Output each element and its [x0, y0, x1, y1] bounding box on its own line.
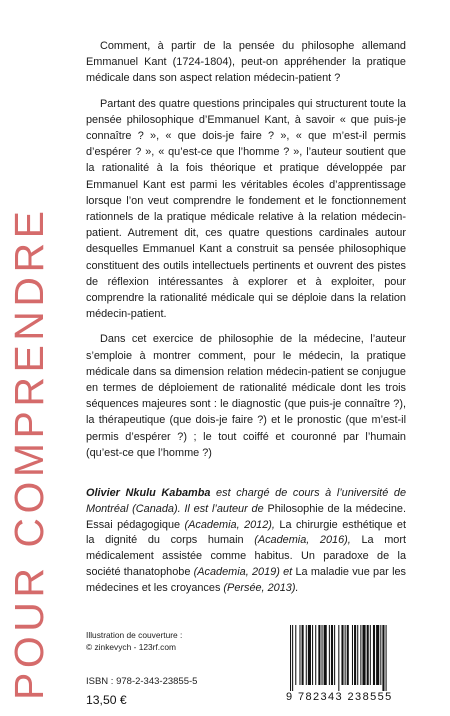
author-bio — [86, 486, 406, 597]
barcode-bar — [318, 625, 320, 685]
book-title: La maladie vue par les médecines et les croyances — [86, 565, 406, 594]
barcode-bar — [331, 625, 333, 685]
barcode-bar — [292, 625, 293, 691]
credit-line: © zinkevych - 123rf.com — [86, 642, 176, 652]
barcode-digits: 9 782343 238555 — [286, 691, 393, 703]
book-title: La mort médicalement assistée comme habitus. Un paradoxe de la société thanatophobe — [86, 534, 406, 578]
barcode-bar — [357, 625, 358, 685]
bio-publisher: (Academia, 2016), — [254, 534, 351, 547]
summary-text — [86, 38, 406, 470]
barcode-bar — [324, 625, 327, 685]
book-title: La chirurgie esthétique et la dignité du corps humain — [86, 518, 406, 547]
bio-text: est chargé de cours à l’université de Montréal (Canada). Il est l’auteur de — [86, 487, 407, 515]
spine-title: POUR COMPRENDRE — [6, 206, 52, 700]
summary-paragraph: Partant des quatre questions principales qui structurent toute la pensée philosophique d’Emmanuel Kant, à savoir « que puis-je connaître ? », « que dois-je faire ? », « que m’est-il permis d’espérer ? », « qu’est-ce que l’homme ? », l’auteur soutient que la rationalité à la fois théorique et pratique développée par Emmanuel Kant est parmi les véritables écoles d’apprentissage lorsque l’on veut comprendre le fondement et le fonctionnement rationnels de la pratique médicale relative à la relation médecin-patient. Autrement dit, ces quatre questions cardinales autour desquelles Emmanuel Kant a construit sa pensée philosophique constituent des outils intellectuels pertinents et ouvrent des pistes de réflexion intéressantes à explorer et à exploiter, pour comprendre la rationalité médicale qui se déploie dans la relation médecin-patient. — [86, 97, 406, 321]
barcode-bar — [338, 625, 339, 691]
barcode-bar — [295, 625, 296, 685]
bio-publisher: (Academia, 2012), — [180, 518, 275, 531]
barcode-bar — [370, 625, 371, 685]
barcode-bar — [345, 625, 346, 685]
book-title: Philosophie de la médecine. Essai pédagogique — [86, 502, 406, 531]
barcode-bar — [290, 625, 291, 691]
barcode-bar — [334, 625, 335, 685]
barcode-bar — [322, 625, 323, 685]
credit-line: Illustration de couverture : — [86, 630, 183, 640]
barcode-bar — [347, 625, 349, 685]
barcode-bar — [308, 625, 311, 685]
summary-paragraph: Comment, à partir de la pensée du philosophe allemand Emmanuel Kant (1724-1804), peut-on appréhender la pratique médicale dans son aspect relation médecin-patient ? — [86, 40, 406, 85]
price: 13,50 € — [86, 693, 127, 707]
barcode-bar — [341, 625, 343, 685]
barcode-bar — [315, 625, 316, 685]
barcode-bars — [286, 625, 404, 691]
cover-credit — [86, 629, 182, 653]
bio-publisher: (Persée, 2013). — [223, 581, 299, 594]
barcode-bar — [376, 625, 379, 685]
barcode-bar — [386, 625, 387, 691]
barcode-bar — [302, 625, 304, 685]
isbn: ISBN : 978-2-343-23855-5 — [86, 676, 198, 687]
bio-publisher: (Academia, 2019) et — [193, 565, 293, 578]
barcode-bar — [299, 625, 300, 685]
author-name: Olivier Nkulu Kabamba — [86, 487, 211, 499]
barcode-bar — [362, 625, 365, 685]
summary-paragraph: Dans cet exercice de philosophie de la médecine, l’auteur s’emploie à montrer comment, pour le médecin, la pratique médicale dans sa dimension relation médecin-patient se conjugue en termes de déploiement de rationalité médicale dont les trois séquences majeures sont : le diagnostic (que puis-je connaître ?), la thérapeutique (que dois-je faire ?) et le pronostic (que m’est-il permis d’espérer ?) ; le tout coiffé et couronné par l’humain (qu’est-ce que l’homme ?) — [86, 333, 406, 459]
barcode — [286, 625, 404, 705]
barcode-bar — [382, 625, 384, 691]
barcode-bar — [367, 625, 369, 685]
barcode-bar — [306, 625, 307, 685]
barcode-bar — [352, 625, 353, 685]
barcode-bar — [312, 625, 313, 685]
barcode-bar — [329, 625, 330, 685]
barcode-bar — [360, 625, 361, 685]
barcode-bar — [373, 625, 375, 685]
barcode-bar — [380, 625, 381, 685]
barcode-bar — [354, 625, 356, 685]
